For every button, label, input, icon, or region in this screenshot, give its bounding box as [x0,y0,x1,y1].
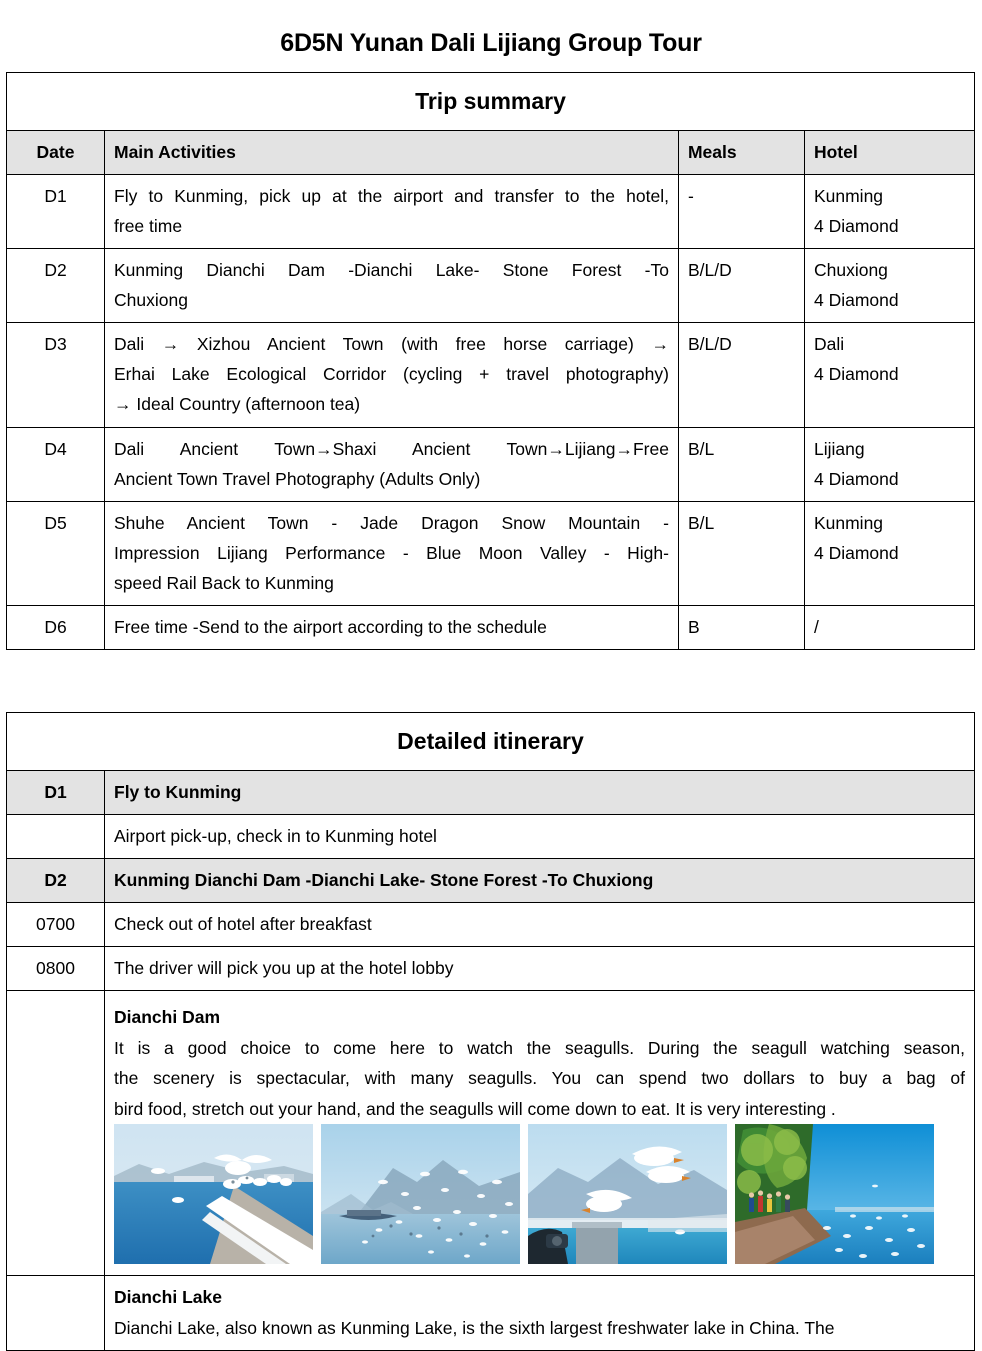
attraction-body-line: Dianchi Lake, also known as Kunming Lake, is the sixth largest freshwater lake in China. The [114,1317,835,1338]
photo-gallery [114,1124,965,1264]
column-header-activities: Main Activities [105,130,679,174]
attraction-heading: Dianchi Lake [114,1286,222,1307]
hotel-name: Kunming [813,512,884,533]
day-header-row [7,859,975,903]
time-label: 0700 [7,903,105,947]
row-activities: Free time -Send to the airport according to the schedule [105,605,679,649]
time-label: 0800 [7,947,105,991]
attraction-heading: Dianchi Dam [114,1007,220,1028]
row-date: D2 [7,249,105,323]
activity-line: Dali → Xizhou Ancient Town (with free horse carriage) → [114,334,669,355]
activity-line: Ancient Town Travel Photography (Adults Only) [114,468,481,489]
row-hotel [804,174,974,248]
column-header-meals: Meals [678,130,804,174]
time-label [7,1275,105,1350]
table-row [7,814,975,858]
activity-line: Chuxiong [114,290,188,311]
activity-line: Erhai Lake Ecological Corridor (cycling + travel photography) [114,364,669,385]
trip-summary-title: Trip summary [7,73,975,131]
hotel-name: Kunming [813,185,884,206]
activity-line: Shuhe Ancient Town - Jade Dragon Snow Mountain - [114,512,669,533]
row-activities [105,174,679,248]
row-date: D6 [7,605,105,649]
table-row [7,249,975,323]
attraction-body-line: the scenery is spectacular, with many seagulls. You can spend two dollars to buy a bag of [114,1068,965,1089]
trip-summary-header-row [7,130,975,174]
row-date: D3 [7,323,105,427]
detailed-itinerary-title-row [7,713,975,771]
column-header-hotel: Hotel [804,130,974,174]
detailed-itinerary-table [6,712,975,1351]
hotel-grade: 4 Diamond [813,542,899,563]
day-title: Fly to Kunming [105,770,975,814]
row-date: D4 [7,427,105,501]
activity-line: Fly to Kunming, pick up at the airport and transfer to the hotel, [114,185,669,206]
row-meals: B/L [678,427,804,501]
table-row [7,605,975,649]
day-title: Kunming Dianchi Dam -Dianchi Lake- Stone Forest -To Chuxiong [105,859,975,903]
attraction-content [105,991,975,1275]
table-row [7,323,975,427]
row-meals: B [678,605,804,649]
time-label [7,814,105,858]
hotel-grade: 4 Diamond [813,364,899,385]
table-row [7,501,975,605]
seagulls-flock-mountain-photo [321,1124,520,1264]
row-hotel [804,249,974,323]
row-hotel [804,323,974,427]
time-label [7,991,105,1275]
hotel-name: Dali [813,334,845,355]
row-hotel: / [804,605,974,649]
row-meals: - [678,174,804,248]
itinerary-text: Check out of hotel after breakfast [105,903,975,947]
trip-summary-table [6,72,975,650]
activity-line: Kunming Dianchi Dam -Dianchi Lake- Stone Forest -To [114,260,669,281]
trip-summary-title-row [7,73,975,131]
row-meals: B/L/D [678,323,804,427]
seagulls-on-railing-photo [114,1124,313,1264]
row-date: D1 [7,174,105,248]
activity-line: → Ideal Country (afternoon tea) [114,394,361,415]
row-meals: B/L [678,501,804,605]
day-label: D1 [7,770,105,814]
attraction-body-line: It is a good choice to come here to watch the seagulls. During the seagull watching season, [114,1038,965,1059]
activity-line: Dali Ancient Town→Shaxi Ancient Town→Lijiang→Free [114,438,669,459]
row-activities [105,501,679,605]
section-spacer [6,650,976,712]
hotel-name: Lijiang [813,438,865,459]
activity-line: free time [114,215,183,236]
table-row [7,427,975,501]
row-hotel [804,427,974,501]
lakeside-promenade-photo [735,1124,934,1264]
row-activities [105,427,679,501]
hotel-grade: 4 Diamond [813,290,899,311]
attraction-content [105,1275,975,1350]
hotel-grade: 4 Diamond [813,215,899,236]
detailed-itinerary-title: Detailed itinerary [7,713,975,771]
seagulls-closeup-photo [528,1124,727,1264]
attraction-body-line: bird food, stretch out your hand, and the seagulls will come down to eat. It is very interesting . [114,1098,836,1119]
row-activities [105,249,679,323]
page-title: 6D5N Yunan Dali Lijiang Group Tour [280,29,702,57]
attraction-row-dianchi-lake [7,1275,975,1350]
column-header-date: Date [7,130,105,174]
table-row [7,947,975,991]
row-activities [105,323,679,427]
activity-line: Impression Lijiang Performance - Blue Moon Valley - High- [114,542,669,563]
row-meals: B/L/D [678,249,804,323]
itinerary-text: The driver will pick you up at the hotel lobby [105,947,975,991]
table-row [7,903,975,947]
hotel-grade: 4 Diamond [813,468,899,489]
row-date: D5 [7,501,105,605]
day-header-row [7,770,975,814]
hotel-name: Chuxiong [813,260,888,281]
row-hotel [804,501,974,605]
activity-line: speed Rail Back to Kunming [114,572,334,593]
attraction-row-dianchi-dam [7,991,975,1275]
itinerary-text: Airport pick-up, check in to Kunming hotel [105,814,975,858]
day-label: D2 [7,859,105,903]
table-row [7,174,975,248]
